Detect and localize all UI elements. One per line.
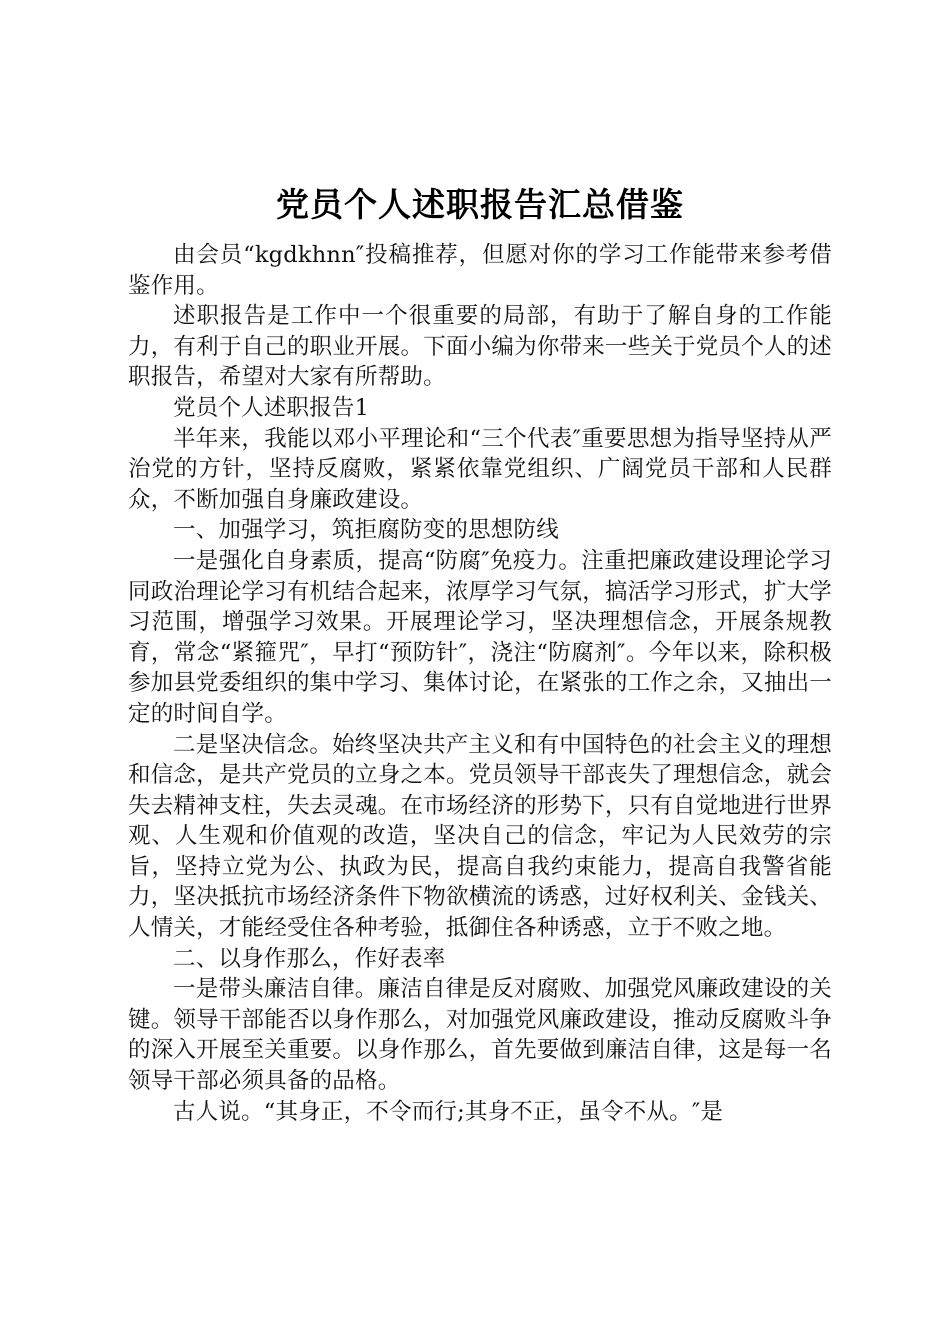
section-heading: 一、加强学习，筑拒腐防变的思想防线 <box>173 517 559 544</box>
body-paragraph: 半年来，我能以邓小平理论和“三个代表″重要思想为指导坚持从严治党的方针，坚持反腐败，紧紧依靠党组织、广阔党员干部和人民群众，不断加强自身廉政建设。 <box>128 425 832 513</box>
body-paragraph: 述职报告是工作中一个很重要的局部，有助于了解自身的工作能力，有利于自己的职业开展。下面小编为你带来一些关于党员个人的述职报告，希望对大家有所帮助。 <box>128 303 832 391</box>
intro-paragraph: 由会员“kgdkhnn″投稿推荐，但愿对你的学习工作能带来参考借鉴作用。 <box>128 242 832 299</box>
section-heading: 二、以身作那么，作好表率 <box>173 945 446 972</box>
body-paragraph: 二是坚决信念。始终坚决共产主义和有中国特色的社会主义的理想和信念，是共产党员的立身之本。党员领导干部丧失了理想信念，就会失去精神支柱，失去灵魂。在市场经济的形势下，只有自觉地进行世界观、人生观和价值观的改造，坚决自己的信念，牢记为人民效劳的宗旨，坚持立党为公、执政为民，提高自我约束能力，提高自我警省能力，坚决抵抗市场经济条件下物欲横流的诱惑，过好权利关、金钱关、人情关，才能经受住各种考验，抵御住各种诱惑，立于不败之地。 <box>128 731 832 942</box>
section-heading: 党员个人述职报告1 <box>173 394 370 421</box>
body-paragraph: 一是带头廉洁自律。廉洁自律是反对腐败、加强党风廉政建设的关键。领导干部能否以身作那么，对加强党风廉政建设，推动反腐败斗争的深入开展至关重要。以身作那么，首先要做到廉洁自律，这是每一名领导干部必须具备的品格。 <box>128 976 832 1095</box>
body-paragraph: 一是强化自身素质，提高“防腐″免疫力。注重把廉政建设理论学习同政治理论学习有机结合起来，浓厚学习气氛，搞活学习形式，扩大学习范围，增强学习效果。开展理论学习，坚决理想信念，开展条规教育，常念“紧箍咒″，早打“预防针″，浇注“防腐剂″。今年以来，除积极参加县党委组织的集中学习、集体讨论，在紧张的工作之余，又抽出一定的时间自学。 <box>128 547 832 727</box>
body-paragraph: 古人说。“其身正，不令而行;其身不正，虽令不从。″是 <box>173 1098 724 1125</box>
document-title: 党员个人述职报告汇总借鉴 <box>276 185 684 224</box>
